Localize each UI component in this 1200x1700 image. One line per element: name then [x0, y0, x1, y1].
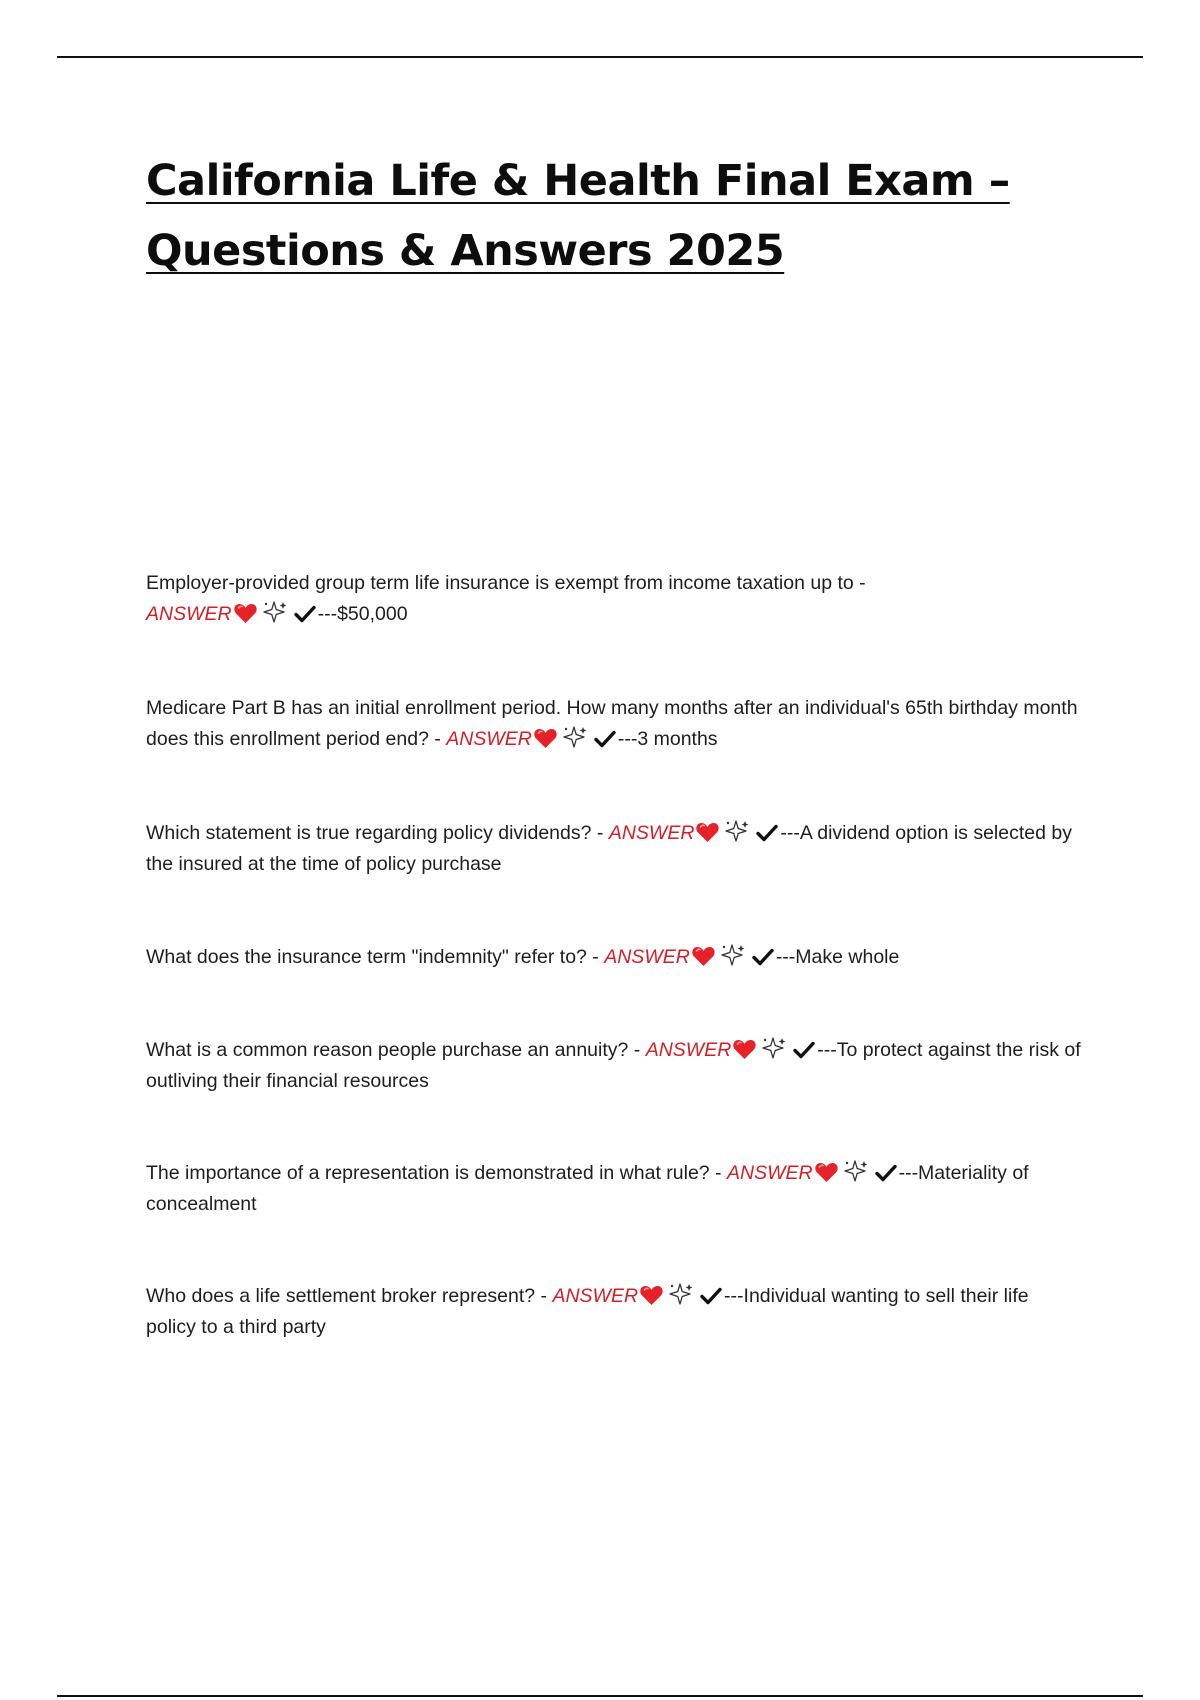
heart-icon [233, 602, 258, 624]
top-divider [57, 56, 1143, 58]
sparkle-icon [668, 1282, 694, 1306]
answer-label: ANSWER [552, 1285, 639, 1307]
check-icon [756, 823, 778, 843]
heart-icon [639, 1284, 664, 1306]
answer-label: ANSWER [726, 1162, 813, 1184]
qa-item-1 [146, 568, 1081, 630]
check-icon [594, 729, 616, 749]
answer-text: ---Materiality of concealment [146, 1162, 1029, 1215]
answer-text: ---$50,000 [317, 603, 408, 625]
answer-label: ANSWER [604, 946, 690, 968]
question-text: Employer-provided group term life insurance is exempt from income taxation up to - [146, 572, 866, 594]
answer-text: ---Make whole [775, 946, 900, 968]
sparkle-icon [724, 819, 750, 843]
question-text: The importance of a representation is demonstrated in what rule? - [146, 1162, 722, 1184]
answer-label: ANSWER [645, 1039, 732, 1061]
check-icon [294, 604, 316, 624]
check-icon [752, 947, 774, 967]
question-text: Who does a life settlement broker represent? - [146, 1285, 548, 1307]
sparkle-icon [262, 600, 288, 624]
question-text: What is a common reason people purchase an annuity? - [146, 1039, 641, 1061]
heart-icon [814, 1161, 839, 1183]
check-icon [700, 1286, 722, 1306]
check-icon [875, 1163, 897, 1183]
question-text: What does the insurance term "indemnity" refer to? - [146, 946, 599, 968]
answer-label: ANSWER [146, 603, 232, 625]
qa-item-5 [146, 1035, 1081, 1097]
heart-icon [695, 821, 720, 843]
qa-item-7 [146, 1281, 1081, 1343]
sparkle-icon [843, 1159, 869, 1183]
sparkle-icon [720, 943, 746, 967]
sparkle-icon [761, 1036, 787, 1060]
check-icon [793, 1040, 815, 1060]
document-title [146, 146, 1106, 286]
answer-text: ---3 months [617, 728, 718, 750]
qa-item-3 [146, 818, 1081, 880]
question-text: Medicare Part B has an initial enrollment period. How many months after an individual's 65th birthday month does this enrollment period end? - [146, 697, 1078, 750]
answer-label: ANSWER [446, 728, 532, 750]
answer-text: ---To protect against the risk of outliving their financial resources [146, 1039, 1081, 1092]
answer-text: ---Individual wanting to sell their life policy to a third party [146, 1285, 1029, 1338]
question-text: Which statement is true regarding policy dividends? - [146, 822, 604, 844]
title-line-1: California Life & Health Final Exam – [146, 156, 1010, 206]
heart-icon [732, 1038, 757, 1060]
answer-label: ANSWER [608, 822, 695, 844]
qa-item-2 [146, 693, 1081, 755]
heart-icon [533, 727, 558, 749]
bottom-divider [57, 1695, 1143, 1697]
qa-item-6 [146, 1158, 1081, 1220]
answer-text: ---A dividend option is selected by the insured at the time of policy purchase [146, 822, 1072, 875]
heart-icon [691, 945, 716, 967]
qa-item-4 [146, 942, 1081, 973]
sparkle-icon [562, 725, 588, 749]
title-line-2: Questions & Answers 2025 [146, 226, 785, 276]
